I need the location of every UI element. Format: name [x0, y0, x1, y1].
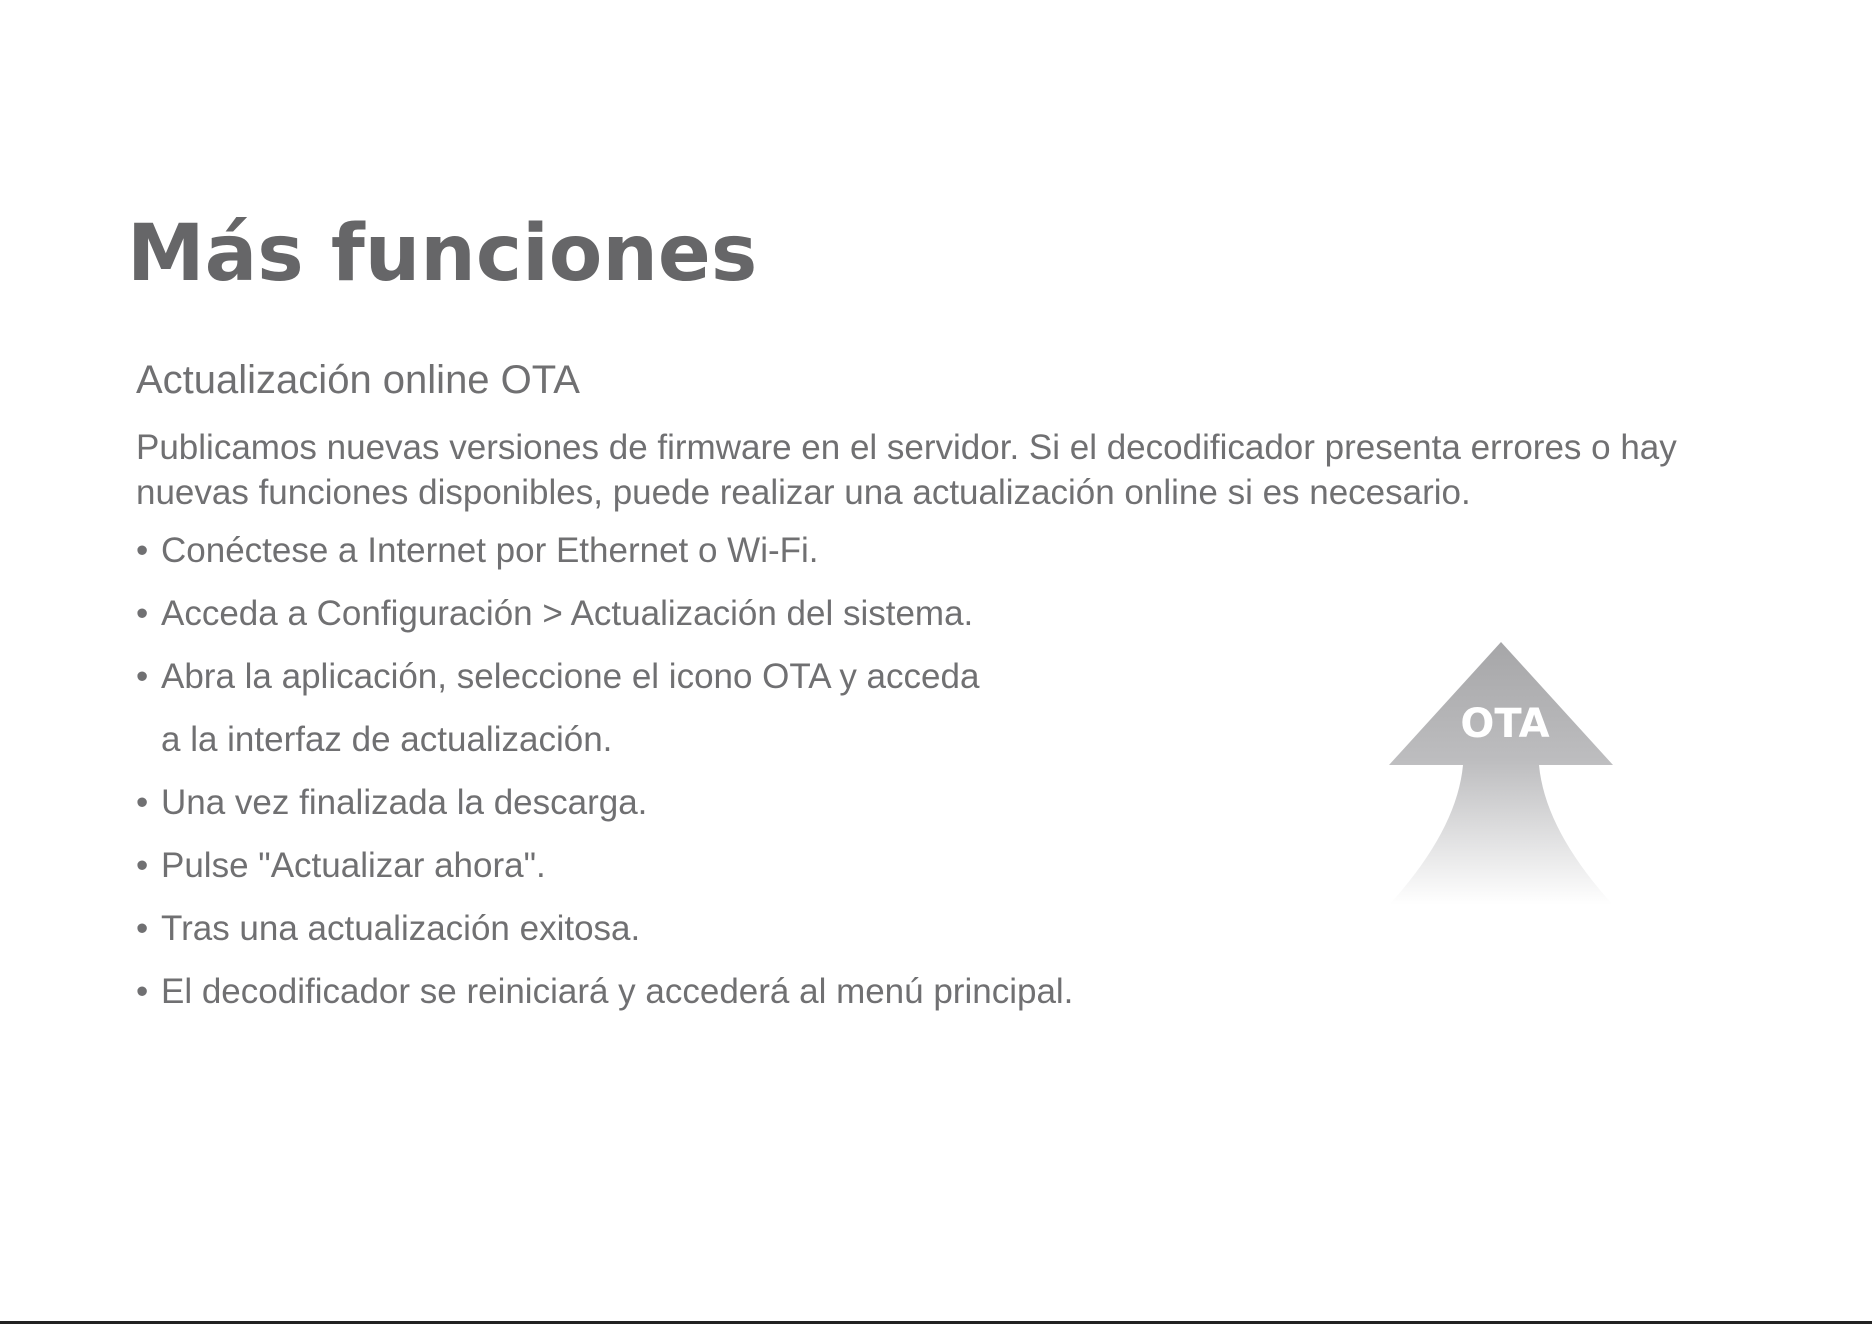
- step-item: [136, 843, 1073, 906]
- step-text: Abra la aplicación, seleccione el icono OTA y acceda: [161, 657, 980, 696]
- step-text: Tras una actualización exitosa.: [161, 909, 641, 948]
- bullet-icon: •: [136, 846, 149, 885]
- step-item-continuation: [136, 717, 1073, 780]
- ota-label: OTA: [1460, 701, 1550, 747]
- upload-arrow-icon: [1375, 640, 1635, 920]
- bullet-icon: •: [136, 783, 149, 822]
- section-heading: Actualización online OTA: [136, 358, 580, 402]
- steps-list: [136, 528, 1073, 1032]
- bullet-icon: •: [136, 531, 149, 570]
- step-text: Conéctese a Internet por Ethernet o Wi-Fi.: [161, 531, 819, 570]
- page-title: Más funciones: [127, 209, 758, 299]
- bullet-icon: •: [136, 972, 149, 1011]
- step-text: Pulse "Actualizar ahora".: [161, 846, 546, 885]
- bullet-icon: •: [136, 909, 149, 948]
- step-item: [136, 969, 1073, 1032]
- step-item: [136, 591, 1073, 654]
- intro-paragraph: Publicamos nuevas versiones de firmware en el servidor. Si el decodificador presenta errores o hay nuevas funciones disponibles, puede realizar una actualización online si es necesario.: [136, 428, 1677, 512]
- step-item: [136, 780, 1073, 843]
- step-item: [136, 528, 1073, 591]
- step-text: Una vez finalizada la descarga.: [161, 783, 648, 822]
- bullet-icon: •: [136, 657, 149, 696]
- step-text: Acceda a Configuración > Actualización del sistema.: [161, 594, 974, 633]
- step-text: El decodificador se reiniciará y accederá al menú principal.: [161, 972, 1074, 1011]
- step-item: [136, 654, 1073, 717]
- step-item: [136, 906, 1073, 969]
- bullet-icon: •: [136, 594, 149, 633]
- ota-arrow-shape: [1389, 642, 1613, 905]
- step-text: a la interfaz de actualización.: [161, 720, 613, 759]
